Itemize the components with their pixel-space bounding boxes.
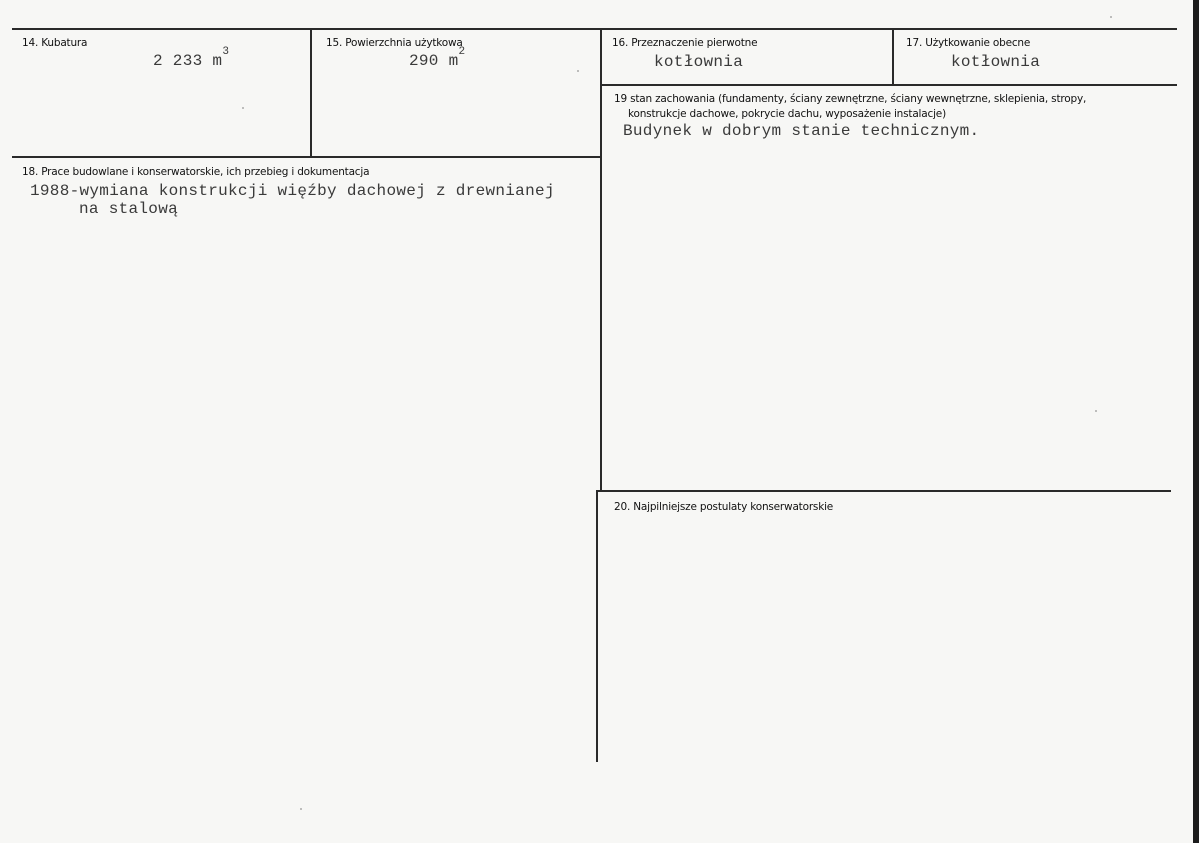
field-18-value-line1: 1988-wymiana konstrukcji więźby dachowej z drewnianej bbox=[30, 182, 555, 200]
scan-speck bbox=[242, 107, 244, 109]
field-19-label-line2: konstrukcje dachowe, pokrycie dachu, wyposażenie instalacje) bbox=[628, 108, 946, 120]
field-15-value-text: 290 m bbox=[409, 52, 459, 70]
field-16-label: 16. Przeznaczenie pierwotne bbox=[612, 37, 758, 49]
field-16-value: kotłownia bbox=[654, 53, 744, 71]
scan-speck bbox=[577, 70, 579, 72]
divider-16-17 bbox=[892, 28, 894, 84]
field-14-unit-exponent: 3 bbox=[222, 46, 230, 58]
scan-edge-shadow bbox=[1193, 0, 1199, 843]
line-under-14-15 bbox=[12, 156, 601, 158]
field-18-value-line2: na stalową bbox=[79, 200, 179, 218]
line-under-16-17 bbox=[601, 84, 1177, 86]
scan-speck bbox=[1095, 410, 1097, 412]
divider-lower-vertical bbox=[596, 490, 598, 762]
scan-speck bbox=[1110, 16, 1112, 18]
field-15-label: 15. Powierzchnia użytkowa bbox=[326, 37, 463, 49]
field-17-label: 17. Użytkowanie obecne bbox=[906, 37, 1031, 49]
top-border-line bbox=[12, 28, 1177, 30]
field-19-label-line1: 19 stan zachowania (fundamenty, ściany zewnętrzne, ściany wewnętrzne, sklepienia, stropy, bbox=[614, 93, 1087, 105]
line-above-20 bbox=[597, 490, 1171, 492]
divider-main-vertical bbox=[600, 28, 602, 490]
field-18-label: 18. Prace budowlane i konserwatorskie, ich przebieg i dokumentacja bbox=[22, 166, 370, 178]
field-14-value-text: 2 233 m bbox=[153, 52, 223, 70]
field-14-label: 14. Kubatura bbox=[22, 37, 88, 49]
divider-14-15 bbox=[310, 28, 312, 156]
field-14-value bbox=[153, 46, 230, 70]
field-17-value: kotłownia bbox=[951, 53, 1041, 71]
scan-speck bbox=[300, 808, 302, 810]
field-19-value: Budynek w dobrym stanie technicznym. bbox=[623, 122, 980, 140]
field-15-value bbox=[409, 46, 466, 70]
field-15-unit-exponent: 2 bbox=[458, 46, 466, 58]
field-20-label: 20. Najpilniejsze postulaty konserwatorskie bbox=[614, 501, 834, 513]
